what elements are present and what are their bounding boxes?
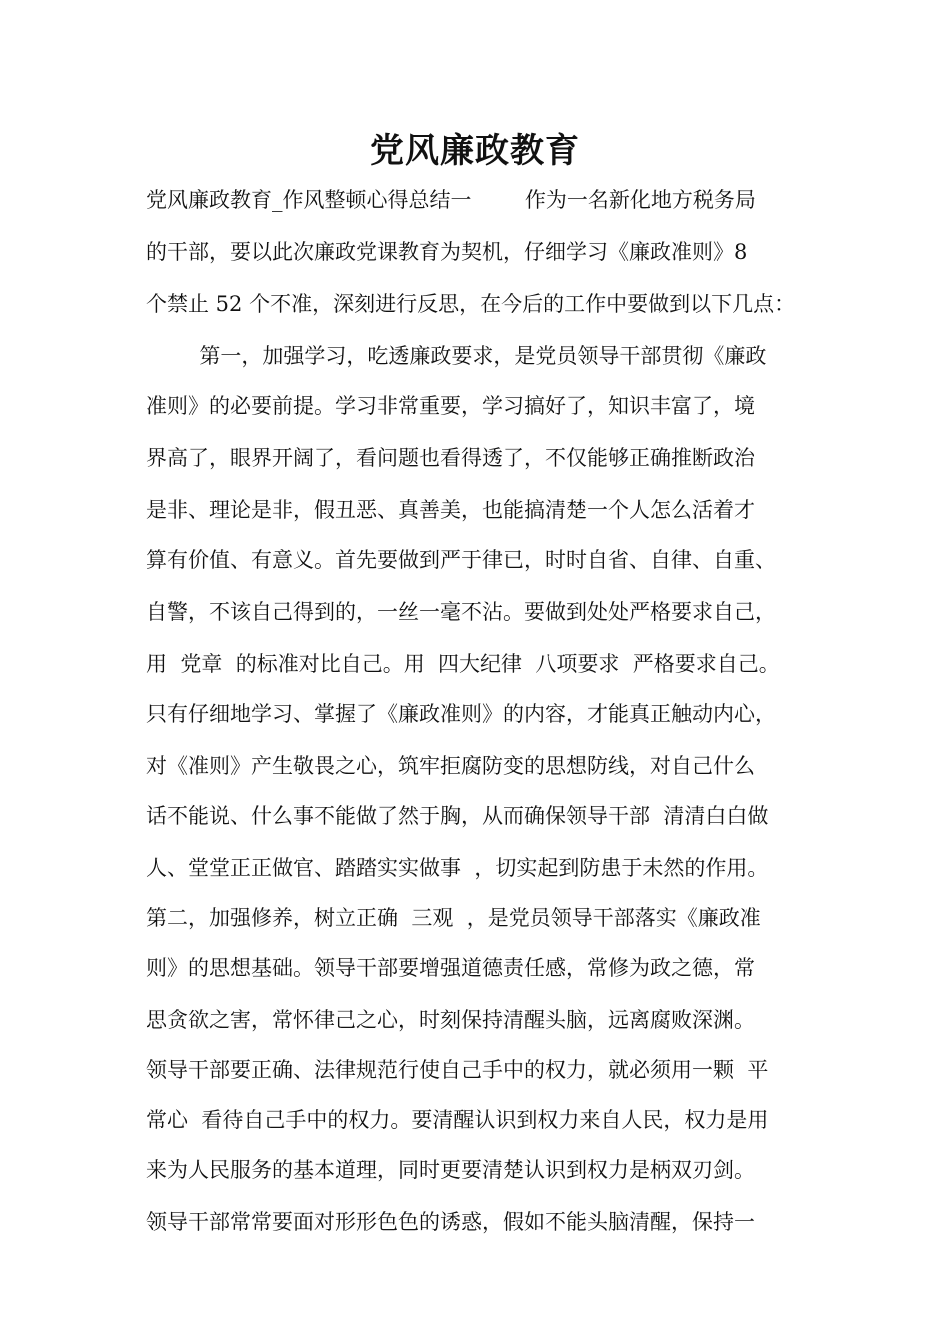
body-line: 准则》的必要前提。学习非常重要，学习搞好了，知识丰富了，境 [146,394,755,418]
body-line: 算有价值、有意义。首先要做到严于律已，时时自省、自律、自重、 [146,548,776,572]
body-line: 话不能说、什么事不能做了然于胸，从而确保领导干部 清清白白做 [146,804,769,828]
body-line: 是非、理论是非，假丑恶、真善美，也能搞清楚一个人怎么活着才 [146,498,755,522]
body-line: 党风廉政教育_作风整顿心得总结一 作为一名新化地方税务局 [146,188,756,212]
body-line: 对《准则》产生敬畏之心，筑牢拒腐防变的思想防线，对自己什么 [146,754,755,778]
body-line: 自警，不该自己得到的，一丝一毫不沾。要做到处处严格要求自己， [146,600,776,624]
body-line: 第二，加强修养，树立正确 三观 ，是党员领导干部落实《廉政准 [146,906,761,930]
document-title: 党风廉政教育 [370,131,580,171]
body-line: 用 党章 的标准对比自己。用 四大纪律 八项要求 严格要求自己。 [146,652,780,676]
body-line: 人、堂堂正正做官、踏踏实实做事 ，切实起到防患于未然的作用。 [146,856,769,880]
body-line: 界高了，眼界开阔了，看问题也看得透了，不仅能够正确推断政治 [146,446,755,470]
body-line: 来为人民服务的基本道理，同时更要清楚认识到权力是柄双刃剑。 [146,1158,755,1182]
body-line: 的干部，要以此次廉政党课教育为契机，仔细学习《廉政准则》8 [146,240,748,264]
body-line: 第一，加强学习，吃透廉政要求，是党员领导干部贯彻《廉政 [146,344,767,368]
body-line: 个禁止 52 个不准，深刻进行反思，在今后的工作中要做到以下几点： [146,292,796,316]
body-line: 思贪欲之害，常怀律己之心，时刻保持清醒头脑，远离腐败深渊。 [146,1008,755,1032]
body-line: 领导干部要正确、法律规范行使自己手中的权力，就必须用一颗 平 [146,1058,769,1082]
body-line: 领导干部常常要面对形形色色的诱惑，假如不能头脑清醒，保持一 [146,1210,755,1234]
body-line: 则》的思想基础。领导干部要增强道德责任感，常修为政之德，常 [146,956,755,980]
body-line: 常心 看待自己手中的权力。要清醒认识到权力来自人民，权力是用 [146,1108,769,1132]
body-line: 只有仔细地学习、掌握了《廉政准则》的内容，才能真正触动内心， [146,702,776,726]
